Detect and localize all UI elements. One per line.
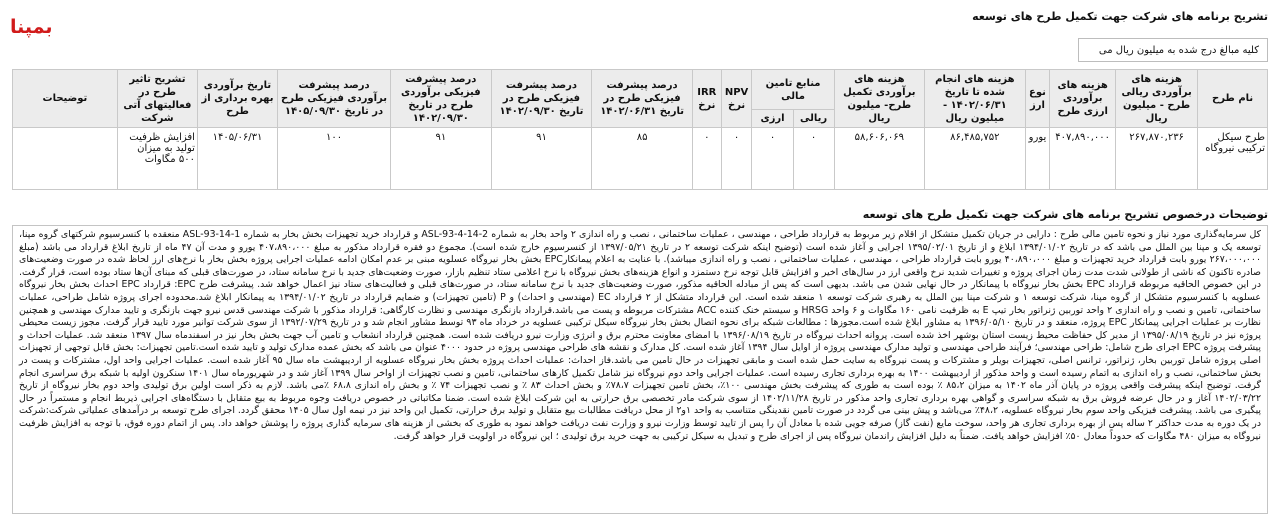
header-rial-cost: هزینه های برآوردی ریالی طرح - میلیون ریال [1116,70,1198,128]
header-operation-date: تاریخ برآوردی بهره برداری از طرح [197,70,277,128]
development-plan-table [12,69,1268,190]
cell-spent: ۸۶,۴۸۵,۷۵۲ [925,128,1026,190]
cell-funding-fx: ۰ [752,128,793,190]
cell-rial-cost: ۲۶۷,۸۷۰,۲۳۶ [1116,128,1198,190]
page-title: تشریح برنامه های شرکت جهت تکمیل طرح های توسعه [972,10,1268,23]
cell-name: طرح سیکل ترکیبی نیروگاه [1198,128,1268,190]
header-funding-rial: ریالی [793,110,834,128]
units-note: کلیه مبالغ درج شده به میلیون ریال می [1078,38,1268,62]
cell-progress-0930: ۹۱ [491,128,592,190]
header-progress-0930-est: درصد پیشرفت فیزیکی برآوردی طرح در تاریخ ۱۴۰۲/۰۹/۳۰ [391,70,492,128]
explanation-title: توضیحات درخصوص تشریح برنامه های شرکت جهت تکمیل طرح های توسعه [862,208,1268,221]
header-name: نام طرح [1198,70,1268,128]
header-impact: تشریح تاثیر طرح در فعالیتهای آتی شرکت [117,70,197,128]
cell-operation-date: ۱۴۰۵/۰۶/۳۱ [197,128,277,190]
cell-funding-rial: ۰ [793,128,834,190]
header-progress-0930: درصد پیشرفت فیزیکی طرح در تاریخ ۱۴۰۲/۰۹/۳۰ [491,70,592,128]
header-progress-1405: درصد پیشرفت برآوردی فیزیکی طرح در تاریخ ۱۴۰۵/۰۹/۳۰ [278,70,391,128]
cell-impact: افزایش ظرفیت تولید به میزان ۵۰۰ مگاوات [117,128,197,190]
header-funding-fx: ارزی [752,110,793,128]
header-progress-0630: درصد پیشرفت فیزیکی طرح در تاریخ ۱۴۰۲/۰۶/۳۱ [592,70,693,128]
cell-fx-type: یورو [1025,128,1050,190]
header-funding: منابع تامین مالی [752,70,834,110]
cell-progress-1405: ۱۰۰ [278,128,391,190]
header-irr: IRR نرخ [692,70,721,128]
table-row [13,128,1268,190]
cell-irr: ۰ [692,128,721,190]
header-remaining: هزینه های برآوردی تکمیل طرح- میلیون ریال [834,70,924,128]
cell-npv: ۰ [721,128,752,190]
header-spent: هزینه های انجام شده تا تاریخ ۱۴۰۲/۰۶/۳۱ - میلیون ریال [925,70,1026,128]
company-logo: بمپنا [10,16,53,38]
cell-fx-cost: ۴۰۷,۸۹۰,۰۰۰ [1050,128,1116,190]
cell-progress-0930-est: ۹۱ [391,128,492,190]
cell-remaining: ۵۸,۶۰۶,۰۶۹ [834,128,924,190]
cell-notes [13,128,118,190]
header-notes: توضیحات [13,70,118,128]
header-fx-type: نوع ارز [1025,70,1050,128]
cell-progress-0630: ۸۵ [592,128,693,190]
explanation-text: کل سرمایه‌گذاری مورد نیاز و نحوه تامین مالی طرح : دارایی در جریان تکمیل متشکل از اقلام زیر مربوط به قرارداد طراحی ، مهندسی ، عملیات ساختمانی ، نصب و راه اندازی ۲ واحد بخار به شماره ASL-93-4-14-2 و قرارداد خرید تجهیزات بخش بخار به شماره ASL-93-14-1 منعقده با کنسرسیوم شرکتهای گروه مپنا، توسعه یک و مپنا بین الملل می باشد که در تاریخ ۱۳۹۴/۰۱/۰۲ ابلاغ و از تاریخ ۱۳۹۵/۰۲/۰۱ اجرایی و آغاز شده است (توضیح اینکه شرکت توسعه ۲ در تاریخ ۱۳۹۷/۰۵/۲۱ از کنسرسیوم خارج شده است). مجموع دو فقره قرارداد مذکور به مبلغ ۴۰۷،۸۹۰،۰۰۰ یورو و مدت آن ۴۷ ماه از تاریخ ابلاغ قرارداد می باشد (مبلغ ۲۶۷،۰۰۰،۰۰۰ یورو بابت قرارداد خرید تجهیزات و مبلغ ۴۰،۸۹۰،۰۰۰ یورو بابت قرارداد طراحی ، مهندسی ، عملیات ساختمانی ، نصب و راه اندازی میباشد). با عنایت به اعلام پیمانکارEPC بخش بخار نیروگاه عسلویه مبنی بر عدم امکان ادامه عملیات اجرایی پروژه بخش بخار با نرخ‌های ارز لحاظ شده در صورت وضعیت‌های صادره تاکنون که ناشی از طولانی شدت مدت زمان اجرای پروژه و تغییرات شدید نرخ واقعی ارز در سال‌های اخیر و افزایش قابل توجه نرخ دستمزد و انواع هزینه‌های بخش نیروگاه با نرخ اعلامی ستاد تنظیم بازار، صورت وضعیت‌های جدید با نرخ سامانه ستاد، در صورت‌های قبلی که مبنای آن‌ها ستاد بوده است، قرار گرفت. در این خصوص الحاقیه مربوطه قرارداد EPC بخش بخار نیروگاه با پیمانکار در حال نهایی شدن می باشد. بدیهی است که پس از مبادله الحاقیه مذکور، صورت وضعیت‌های جدید با نرخ سامانه ستاد، در صورت‌های قبلی و فعالیت‌های ستاد نیز اعمال خواهد شد. پیشرفت طرح EPC: قرارداد EPC احداث بخش بخار نیروگاه عسلویه با کنسرسیوم متشکل از گروه مپنا، شرکت توسعه ۱ و شرکت مپنا بین الملل به رهبری شرکت توسعه ۱ منعقد شده است. این قرارداد متشکل از ۲ قرارداد EC (مهندسی و احداث) و P (تامین تجهیزات) و ضمایم قرارداد در تاریخ ۱۳۹۴/۰۱/۰۲ به پیمانکار ابلاغ شد.محدوده اجرای پروژه شامل طراحی، عملیات ساختمانی، تامین و نصب و راه اندازی ۲ واحد توربین ژنراتور بخار تیپ E به ظرفیت نامی ۱۶۰ مگاوات و ۶ واحد HRSG و سیستم خنک کننده ACC مشترکات مربوطه و پست می باشد.قرارداد بازنگری مهندسی و نظارت کارگاهی: قرارداد مذکور با شرکت مهندسی قدس نیرو جهت بازنگری و تایید مدارک مهندسی و همچنین نظارت بر عملیات اجرایی پیمانکار EPC پروژه، منعقد و در تاریخ ۱۳۹۶/۰۵/۱۰ به مشاور ابلاغ شده است.مجوزها : مطالعات شبکه برای نحوه اتصال بخش بخار نیروگاه سیکل ترکیبی عسلویه در خرداد ماه ۹۳ توسط مشاور انجام شد و در تاریخ ۱۳۹۲/۰۷/۲۹ از سوی شرکت توانیر مورد تایید قرار گرفت. مجوز زیست محیطی پروژه نیز در تاریخ ۱۳۹۵/۰۸/۱۹ از مدیر کل حفاظت محیط زیست استان بوشهر اخذ شده است. پروانه احداث نیروگاه در تاریخ ۱۳۹۶/۰۸/۱۹ با امضای معاونت محترم برق و انرژی وزارت نیرو دریافت شده است. همچنین قرارداد انشعاب و تامین آب جهت بخش بخار نیز در اسفندماه سال ۱۳۹۷ منعقد شد. عملیات احداث و پیشرفت پروژه EPC اجرای طرح شامل: طراحی مهندسی؛ فرآیند طراحی مهندسی و تولید مدارک مهندسی پروژه از اوایل سال ۱۳۹۴ آغاز شده است. کل مدارک و نقشه های طراحی مهندسی پروژه در حدود ۴۰۰۰ عنوان می باشد که بخش عمده مدارک تولید و تایید شده است.تامین تجهیزات: بخش قابل توجهی از تجهیزات اصلی پروژه شامل توربین بخار، ژنراتور، ترانس اصلی، تجهیزات بویلر و مشترکات و پست نیروگاه به سایت حمل شده است و مابقی تجهیزات در حال تامین می باشد.فاز احداث: عملیات احداث پروژه بخش بخار نیروگاه عسلویه از اردیبهشت ماه سال ۹۵ آغاز شده است. عملیات اجرایی واحد اول، مشترکات و پست در بخش ساختمانی، نصب و راه اندازی به اتمام رسیده است و واحد مذکور از اردیبهشت ۱۴۰۰ به بهره برداری تجاری رسیده است. عملیات اجرایی واحد دوم نیروگاه نیز شامل تکمیل کارهای ساختمانی، تامین و نصب تجهیزات از اواخر سال ۱۳۹۹ آغاز شد و در شهریورماه سال ۱۴۰۱ سنکرون اولیه با شبکه برق سراسری انجام گرفت. توضیح اینکه پیشرفت واقعی پروژه در پایان آذر ماه ۱۴۰۲ به میزان ۸۵،۲ ٪ بوده است به طوری که پیشرفت بخش مهندسی ۱۰۰٪، بخش تامین تجهیزات ۷۸،۷٪ و بخش احداث ۸۳ ٪ و نصب تجهیزات ۷۴ ٪ و بخش راه اندازی ۶۸،۸ ٪می باشد. لازم به ذکر است اولین برق تولیدی واحد دوم بخار نیروگاه از تاریخ ۱۴۰۲/۰۳/۲۲ آغاز و در حال عرضه فروش برق به شبکه سراسری و گواهی بهره برداری تجاری واحد مذکور در تاریخ ۱۴۰۲/۱۱/۲۸ از سوی شرکت مادر تخصصی برق حرارتی به این شرکت ابلاغ شده است. ضمنا مکاتباتی در خصوص دریافت وجوه مربوط به بیع متقابل با دستگاه‌های اجرایی ذیربط انجام و مستمراً در حال پیگیری می باشد. پیشرفت فیزیکی واحد سوم بخار نیروگاه عسلویه، ۴۸،۲٪ می‌باشد و پیش بینی می گردد در صورت تامین نقدینگی متناسب به واحد ۱و۲ از محل دریافت مطالبات بیع متقابل و تولید برق حرارتی، تکمیل این واحد نیز در نیمه اول سال ۱۴۰۵ محقق گردد. اجرای طرح توسعه بر درآمدهای عملیاتی شرکت:شرکت در یک دوره به مدت حداکثر ۲ ساله پس از بهره برداری تجاری هر واحد، سوخت مایع (نفت گاز) صرفه جویی شده با معادل آن را پس از تایید توسط وزارت نیرو و وزارت نفت دریافت خواهد نمود به طوری که بخشی از هزینه های سرمایه گذاری پروژه را پوشش خواهد داد. پس از اتمام دوره فوق، با توجه به افزایش ظرفیت نیروگاه به میزان ۴۸۰ مگاوات که حدوداً معادل ۵۰٪ افزایش خواهد یافت. ضمناً به دلیل افزایش راندمان نیروگاه پس از اجرای طرح و تبدیل به سیکل ترکیبی به جهت خرید برق تولیدی ؛ این نیروگاه در اولویت قرار خواهد گرفت. [12,225,1268,514]
header-npv: NPV نرخ [721,70,752,128]
header-fx-cost: هزینه های برآوردی ارزی طرح [1050,70,1116,128]
